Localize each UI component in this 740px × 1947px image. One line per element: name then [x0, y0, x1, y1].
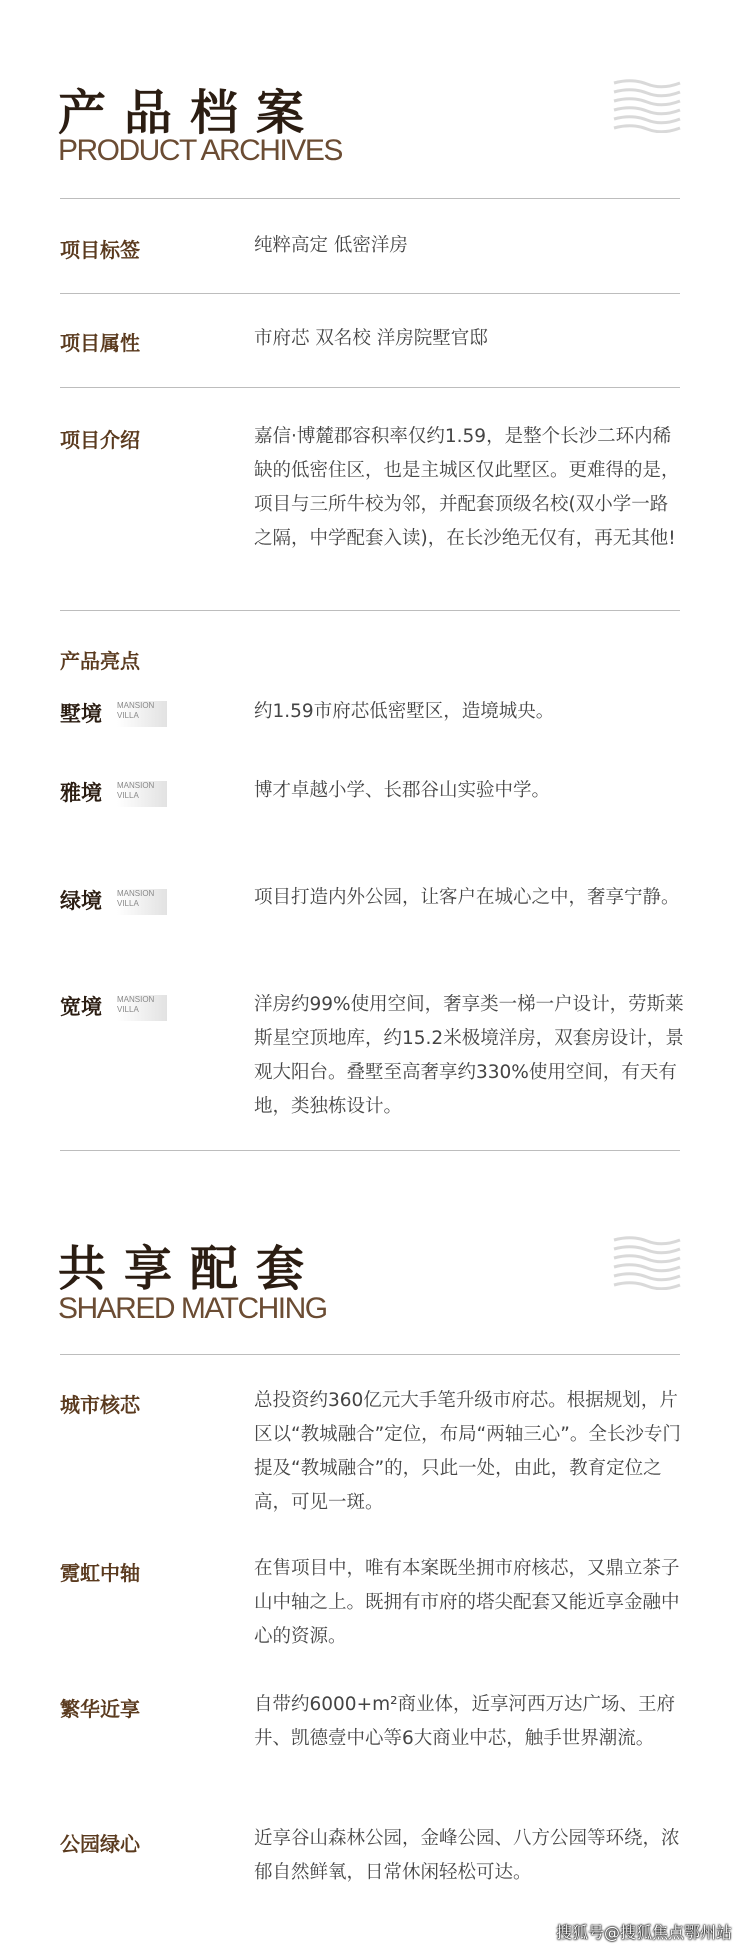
highlight-label-wide: 宽境 — [60, 995, 102, 1019]
wave-logo-icon — [612, 1235, 682, 1290]
highlights-heading: 产品亮点 — [60, 649, 140, 673]
row-text-intro: 嘉信·博麓郡容积率仅约1.59，是整个长沙二环内稀缺的低密住区，也是主城区仅此墅区。更难得的是，项目与三所牛校为邻，并配套顶级名校(双小学一路之隔，中学配套入读)，在长沙绝无仅有，再无其他! — [254, 426, 680, 549]
highlight-text-wide: 洋房约99%使用空间，奢享类一梯一户设计，劳斯莱斯星空顶地库，约15.2米极境洋房，双套房设计，景观大阳台。叠墅至高奢享约330%使用空间，有天有地，类独栋设计。 — [254, 994, 684, 1117]
divider — [60, 1150, 680, 1151]
highlight-badge: MANSION VILLA — [117, 781, 167, 807]
highlight-badge: MANSION VILLA — [117, 889, 167, 915]
row-text-attributes: 市府芯 双名校 洋房院墅官邸 — [254, 328, 488, 349]
divider — [60, 198, 680, 199]
divider — [60, 610, 680, 611]
row-label-intro: 项目介绍 — [60, 428, 140, 452]
row-text-commerce: 自带约6000+m²商业体，近享河西万达广场、王府井、凯德壹中心等6大商业中芯，触手世界潮流。 — [254, 1694, 676, 1749]
row-label-commerce: 繁华近享 — [60, 1697, 140, 1721]
highlight-label-villa: 墅境 — [60, 702, 102, 726]
highlight-text-green: 项目打造内外公园，让客户在城心之中，奢享宁静。 — [254, 887, 680, 908]
row-text-park: 近享谷山森林公园，金峰公园、八方公园等环绕，浓郁自然鲜氧，日常休闲轻松可达。 — [254, 1828, 680, 1883]
highlight-badge: MANSION VILLA — [117, 995, 167, 1021]
row-label-park: 公园绿心 — [60, 1832, 140, 1856]
highlight-label-elegant: 雅境 — [60, 781, 102, 805]
row-text-neon-axis: 在售项目中，唯有本案既坐拥市府核芯，又鼎立茶子山中轴之上。既拥有市府的塔尖配套又能近享金融中心的资源。 — [254, 1558, 680, 1647]
highlight-label-green: 绿境 — [60, 889, 102, 913]
section2-title-cn: 共享配套 — [58, 1241, 323, 1297]
row-label-neon-axis: 霓虹中轴 — [60, 1561, 140, 1585]
highlight-badge: MANSION VILLA — [117, 701, 167, 727]
highlight-text-elegant: 博才卓越小学、长郡谷山实验中学。 — [254, 780, 551, 801]
section2-title-en: SHARED MATCHING — [58, 1292, 327, 1325]
row-label-tags: 项目标签 — [60, 238, 140, 262]
row-text-city-core: 总投资约360亿元大手笔升级市府芯。根据规划，片区以“教城融合”定位，布局“两轴三心”。全长沙专门提及“教城融合”的，只此一处，由此，教育定位之高，可见一斑。 — [254, 1390, 681, 1513]
divider — [60, 293, 680, 294]
section1-title-cn: 产品档案 — [58, 85, 323, 141]
watermark-text: 搜狐号@搜狐焦点鄂州站 — [555, 1923, 732, 1942]
highlight-text-villa: 约1.59市府芯低密墅区，造境城央。 — [254, 701, 555, 722]
section1-title-en: PRODUCT ARCHIVES — [58, 134, 342, 167]
row-text-tags: 纯粹高定 低密洋房 — [254, 235, 408, 256]
row-label-city-core: 城市核芯 — [60, 1393, 140, 1417]
divider — [60, 387, 680, 388]
divider — [60, 1354, 680, 1355]
row-label-attributes: 项目属性 — [60, 331, 140, 355]
wave-logo-icon — [612, 78, 682, 133]
